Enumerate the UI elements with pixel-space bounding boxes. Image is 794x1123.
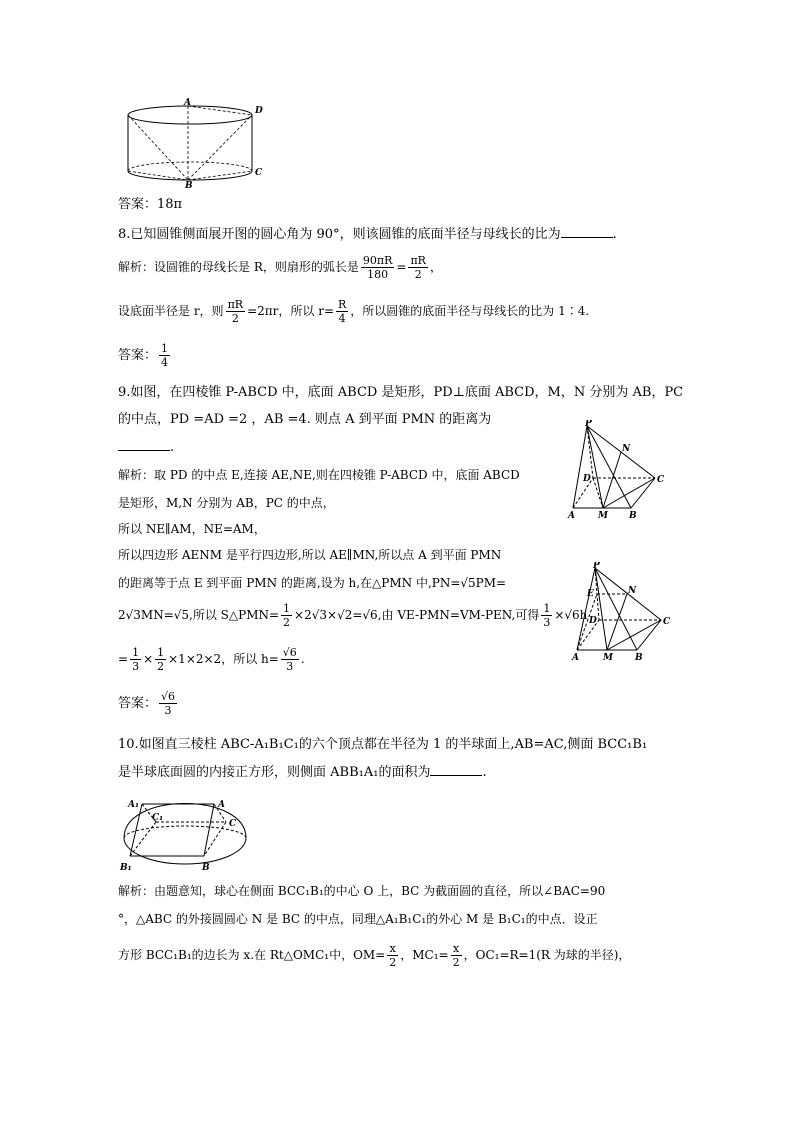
denominator: 4 (338, 312, 346, 325)
fraction (541, 602, 552, 629)
question-10-line1 (118, 736, 647, 754)
cylinder-figure (118, 98, 268, 188)
solution-text: = (118, 652, 129, 666)
solution-9-line3 (118, 520, 266, 538)
label-A1: A₁ (128, 800, 139, 810)
numerator: √6 (282, 646, 297, 659)
answer-8 (118, 342, 172, 369)
label-N: N (628, 586, 637, 596)
pyramid-figure-1 (565, 420, 675, 520)
solution-text: 是矩形，M,N 分别为 AB，PC 的中点， (118, 496, 335, 510)
numerator: 1 (543, 602, 551, 615)
solution-9-line6 (118, 602, 587, 629)
hemisphere-arc (124, 804, 246, 839)
answer-label: 答案： (118, 696, 158, 711)
label-D: D (583, 474, 591, 484)
solution-8-line1 (118, 254, 442, 281)
cylinder-bottom-back (128, 162, 252, 171)
denominator: 2 (389, 956, 397, 969)
denominator: 4 (161, 356, 169, 369)
question-9-line2 (118, 411, 491, 429)
question-text: 10.如图直三棱柱 ABC-A₁B₁C₁的六个顶点都在半径为 1 的半球面上,AB=AC,侧面 BCC₁B₁ (118, 737, 648, 752)
answer-fraction (159, 342, 170, 369)
fraction (155, 646, 166, 673)
denominator: 3 (164, 704, 172, 717)
solution-text: ，所以圆锥的底面半径与母线长的比为 1∶4. (350, 304, 590, 318)
answer-label: 答案： (118, 197, 158, 212)
solution-text: ，MC₁= (400, 948, 449, 962)
solution-10-line3 (118, 942, 630, 969)
numerator: 1 (157, 646, 165, 659)
cylinder-top-ellipse (128, 106, 252, 124)
numerator: 1 (161, 342, 169, 355)
solution-9-line7 (118, 646, 305, 673)
solution-text: ×2√3×√2=√6,由 VE-PMN=VM-PEN,可得 (294, 608, 540, 622)
question-9-line1 (118, 384, 683, 402)
solution-text: 设底面半径是 r，则 (118, 304, 224, 318)
solution-text: ， (429, 260, 442, 274)
question-8 (118, 225, 617, 244)
solution-text: ×√6h (554, 608, 588, 622)
label-M: M (598, 511, 608, 520)
label-N: N (622, 444, 631, 454)
question-text: 8.已知圆锥侧面展开图的圆心角为 90°，则该圆锥的底面半径与母线长的比为 (118, 227, 561, 242)
fraction (226, 298, 246, 325)
label-D: D (255, 106, 263, 116)
question-text: 9.如图，在四棱锥 P-ABCD 中，底面 ABCD 是矩形，PD⊥底面 ABCD，M，N 分别为 AB，PC (118, 385, 684, 400)
numerator: R (338, 298, 347, 311)
solution-text: 所以 NE∥AM，NE=AM， (118, 522, 266, 536)
hemisphere-figure (118, 790, 253, 875)
numerator: x (451, 942, 462, 956)
fraction (281, 646, 299, 673)
question-end: . (482, 765, 487, 780)
fraction (130, 646, 141, 673)
label-C1: C₁ (152, 813, 164, 823)
edge-bc (631, 478, 655, 508)
question-text: 是半球底面圆的内接正方形，则侧面 ABB₁A₁的面积为 (118, 765, 431, 780)
label-B: B (185, 181, 193, 188)
solution-text: 方形 BCC₁B₁的边长为 x.在 Rt△OMC₁中，OM= (118, 948, 386, 962)
solution-text: °，△ABC 的外接圆圆心 N 是 BC 的中点，同理△A₁B₁C₁的外心 M 是 B₁C₁的中点．设正 (118, 912, 598, 926)
fraction (451, 942, 462, 969)
solution-text: 2√3MN=√5,所以 S△PMN= (118, 608, 280, 622)
label-A: A (572, 653, 579, 662)
solution-text: =2πr，所以 r= (247, 304, 334, 318)
solution-9-line1 (118, 466, 520, 484)
label-A: A (218, 800, 225, 810)
label-C: C (255, 168, 263, 178)
question-end: . (170, 440, 175, 455)
label-P: P (585, 420, 592, 429)
label-D: D (589, 616, 597, 626)
solution-text: 的距离等于点 E 到平面 PMN 的距离,设为 h,在△PMN 中,PN=√5PM= (118, 576, 507, 590)
solution-text: ×1×2×2，所以 h= (168, 652, 279, 666)
answer-9 (118, 690, 179, 717)
solution-10-line2 (118, 910, 598, 928)
label-C: C (229, 819, 237, 829)
answer-value: 18π (157, 197, 183, 212)
label-B1: B₁ (120, 863, 132, 873)
edge-bc (637, 620, 661, 650)
solution-10-line1 (118, 882, 605, 900)
answer-blank (118, 438, 170, 451)
solution-text: ，OC₁=R=1(R 为球的半径)， (463, 948, 631, 962)
denominator: 2 (452, 956, 460, 969)
cylinder-line-diag (128, 115, 188, 180)
denominator: 3 (132, 660, 140, 673)
denominator: 3 (543, 616, 551, 629)
numerator: 1 (132, 646, 140, 659)
solution-8-line2 (118, 298, 589, 325)
solution-text: . (300, 652, 305, 666)
solution-text: 解析：取 PD 的中点 E,连接 AE,NE,则在四棱锥 P-ABCD 中，底面 ABCD (118, 468, 520, 482)
answer-blank (561, 225, 613, 238)
numerator: √6 (161, 690, 176, 703)
denominator: 2 (283, 616, 291, 629)
fraction (408, 254, 428, 281)
numerator: x (387, 942, 398, 956)
label-E: E (587, 589, 594, 599)
question-end: . (612, 227, 617, 242)
label-B: B (629, 511, 637, 520)
fraction (336, 298, 348, 325)
numerator: 1 (283, 602, 291, 615)
edge-mc (607, 620, 661, 650)
label-B: B (202, 863, 210, 873)
answer-blank (430, 763, 482, 776)
denominator: 3 (286, 660, 294, 673)
label-C: C (663, 617, 671, 627)
denominator: 2 (231, 312, 239, 325)
label-P: P (593, 562, 600, 571)
base-back (124, 826, 246, 838)
fraction (281, 602, 292, 629)
equals: = (396, 260, 407, 274)
answer-fraction (159, 690, 177, 717)
base-front (124, 838, 246, 864)
label-C: C (657, 475, 665, 485)
denominator: 180 (367, 268, 389, 281)
label-A: A (184, 98, 191, 108)
numerator: πR (227, 298, 244, 311)
pyramid-figure-2 (565, 562, 675, 662)
solution-text: × (143, 652, 154, 666)
solution-text: 解析：设圆锥的母线长是 R，则扇形的弧长是 (118, 260, 359, 274)
edge-mn (607, 594, 627, 650)
question-10-line2 (118, 763, 487, 782)
label-A: A (568, 511, 575, 520)
label-M: M (603, 653, 613, 662)
question-9-line3 (118, 438, 174, 457)
fraction (361, 254, 395, 281)
edge-pa (573, 426, 587, 508)
cylinder-bottom-front (128, 171, 252, 180)
solution-9-line2 (118, 494, 335, 512)
denominator: 2 (414, 268, 422, 281)
answer-7 (118, 196, 182, 214)
answer-label: 答案： (118, 348, 158, 363)
edge-pm (587, 426, 603, 508)
solution-text: 所以四边形 AENM 是平行四边形,所以 AE∥MN,所以点 A 到平面 PMN (118, 548, 502, 562)
solution-9-line5 (118, 574, 506, 592)
solution-9-line4 (118, 546, 501, 564)
numerator: 90πR (362, 254, 393, 267)
cylinder-line-diag2 (188, 115, 252, 180)
question-text: 的中点，PD =AD =2 ，AB =4. 则点 A 到平面 PMN 的距离为 (118, 412, 492, 427)
solution-text: 解析：由题意知，球心在侧面 BCC₁B₁的中心 O 上，BC 为截面圆的直径，所以∠BAC=90 (118, 884, 606, 898)
numerator: πR (410, 254, 426, 267)
fraction (387, 942, 398, 969)
denominator: 2 (157, 660, 165, 673)
label-B: B (635, 653, 643, 662)
